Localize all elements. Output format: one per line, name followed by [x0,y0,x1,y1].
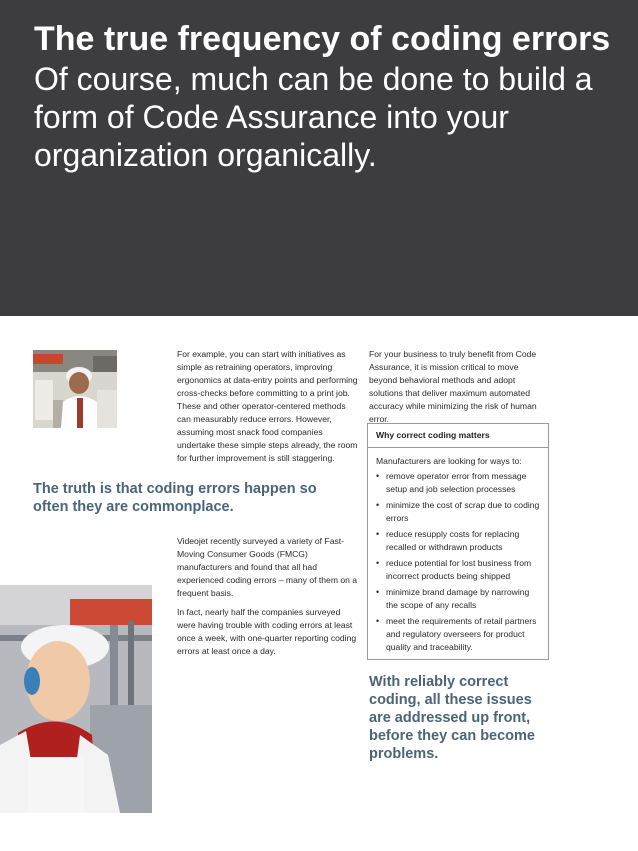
bullet-icon: • [376,500,380,510]
code-assurance-paragraph: For your business to truly benefit from Code Assurance, it is mission critical to move beyond behavioral methods and adopt solutions that deliver maximum automated accuracy while minimizing the risk of human error. [369,349,537,424]
hero-banner [0,0,638,316]
bullet-icon: • [376,471,380,481]
bullet-icon: • [376,587,380,597]
intro-column [177,348,359,471]
box-intro: Manufacturers are looking for ways to: [376,456,522,466]
list-item: • remove operator error from message setup and job selection processes [376,471,527,494]
list-item: • minimize brand damage by narrowing the scope of any recalls [376,587,530,610]
worker-photo-small [33,350,117,428]
bullet-icon: • [376,558,380,568]
worker-photo-large [0,585,152,813]
box-bullet-list [368,470,548,654]
bullet-icon: • [376,529,380,539]
code-assurance-column [369,348,549,432]
list-item: • minimize the cost of scrap due to coding errors [376,500,540,523]
bullet-icon: • [376,616,380,626]
list-item: • reduce resupply costs for replacing recalled or withdrawn products [376,529,520,552]
survey-paragraph-2: In fact, nearly half the companies surveyed were having trouble with coding errors at least once a week, with one-quarter reporting coding errors at least once a day. [177,607,357,656]
page-subtitle: Of course, much can be done to build a form of Code Assurance into your organization organically. [34,61,593,173]
page-title: The true frequency of coding errors [34,20,611,58]
intro-paragraph: For example, you can start with initiatives as simple as retraining operators, improving ergonomics at data-entry points and performing cross-checks before committing to a print job. These and other operator-centered methods can measurably reduce errors. However, assuming most snack food companies undertake these simple steps already, the room for further improvement is still staggering. [177,349,358,463]
worker-photo-large-illustration [0,585,152,813]
survey-column [177,535,359,664]
pull-quote-commonplace: The truth is that coding errors happen so often they are commonplace. [33,481,317,515]
box-heading: Why correct coding matters [368,424,548,448]
pull-quote-addressed: With reliably correct coding, all these issues are addressed up front, before they can become problems. [369,674,535,762]
worker-photo-small-illustration [33,350,117,428]
why-correct-coding-box [367,423,549,660]
list-item: • reduce potential for lost business from incorrect products being shipped [376,558,532,581]
survey-paragraph-1: Videojet recently surveyed a variety of Fast-Moving Consumer Goods (FMCG) manufacturers and found that all had experienced coding errors – many of them on a frequent basis. [177,536,358,598]
list-item: • meet the requirements of retail partners and regulatory overseers for product quality and traceability. [376,616,537,652]
